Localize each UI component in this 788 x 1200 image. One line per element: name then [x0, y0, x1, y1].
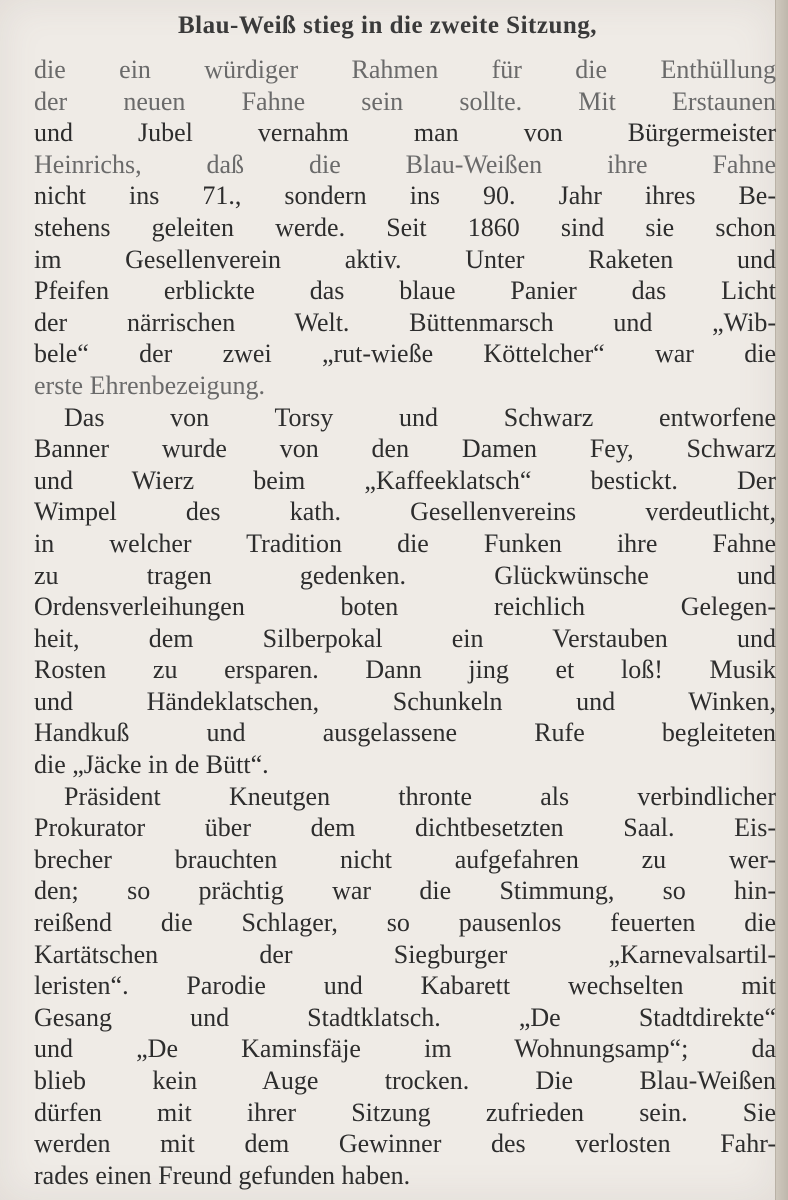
article-body — [34, 54, 776, 1191]
paragraph-1 — [34, 54, 776, 402]
text-line: blieb kein Auge trocken. Die Blau-Weißen — [34, 1066, 776, 1095]
text-line: bele“ der zwei „rut-wieße Köttelcher“ war die — [34, 339, 776, 369]
text-line: im Gesellenverein aktiv. Unter Raketen und — [34, 244, 776, 274]
text-line: werden mit dem Gewinner des verlosten Fahr- — [34, 1129, 776, 1159]
text-line: heit, dem Silberpokal ein Verstauben und — [34, 623, 776, 653]
text-line: der närrischen Welt. Büttenmarsch und „Wib- — [34, 307, 776, 337]
paragraph-2 — [34, 402, 776, 781]
text-line: Gesang und Stadtklatsch. „De Stadtdirekte“ — [34, 1002, 776, 1032]
text-line: Banner wurde von den Damen Fey, Schwarz — [34, 434, 776, 464]
text-line: der neuen Fahne sein sollte. Mit Erstaunen — [34, 86, 776, 116]
text-line: Prokurator über dem dichtbesetzten Saal. Eis- — [34, 813, 776, 843]
text-line: Das von Torsy und Schwarz entworfene — [64, 402, 776, 432]
text-line: leristen“. Parodie und Kabarett wechselten mit — [34, 971, 776, 1001]
text-line: Heinrichs, daß die Blau-Weißen ihre Fahne — [34, 149, 776, 179]
text-line: stehens geleiten werde. Seit 1860 sind sie schon — [34, 212, 776, 242]
text-line: in welcher Tradition die Funken ihre Fahne — [34, 528, 776, 558]
article-headline: Blau-Weiß stieg in die zweite Sitzung, — [178, 12, 597, 39]
text-line: und Jubel vernahm man von Bürgermeister — [34, 118, 776, 148]
text-line: Ordensverleihungen boten reichlich Gelegen- — [34, 592, 776, 622]
page-edge — [775, 0, 788, 1200]
text-line: brecher brauchten nicht aufgefahren zu wer- — [34, 844, 776, 874]
text-line: rades einen Freund gefunden haben. — [34, 1160, 411, 1190]
text-line: Kartätschen der Siegburger „Karnevalsartil- — [34, 939, 776, 969]
text-line: Rosten zu ersparen. Dann jing et loß! Musik — [34, 655, 776, 685]
text-line: Präsident Kneutgen thronte als verbindlicher — [64, 781, 776, 811]
text-line: die „Jäcke in de Bütt“. — [34, 750, 269, 780]
text-line: und „De Kaminsfäje im Wohnungsamp“; da — [34, 1034, 776, 1064]
text-line: den; so prächtig war die Stimmung, so hin- — [34, 876, 776, 906]
text-line: Handkuß und ausgelassene Rufe begleiteten — [34, 718, 776, 748]
text-line: und Händeklatschen, Schunkeln und Winken, — [34, 686, 776, 716]
text-line: Pfeifen erblickte das blaue Panier das Licht — [34, 276, 776, 306]
text-line: Wimpel des kath. Gesellenvereins verdeutlicht, — [34, 497, 776, 527]
text-line: nicht ins 71., sondern ins 90. Jahr ihres Be- — [34, 181, 776, 211]
text-line: zu tragen gedenken. Glückwünsche und — [34, 560, 776, 590]
text-line: dürfen mit ihrer Sitzung zufrieden sein. Sie — [34, 1097, 776, 1127]
text-line: die ein würdiger Rahmen für die Enthüllung — [34, 55, 776, 84]
paragraph-3 — [34, 781, 776, 1192]
text-line: erste Ehrenbezeigung. — [34, 370, 266, 400]
text-line: reißend die Schlager, so pausenlos feuerten die — [34, 908, 776, 938]
text-line: und Wierz beim „Kaffeeklatsch“ bestickt. Der — [34, 465, 776, 495]
